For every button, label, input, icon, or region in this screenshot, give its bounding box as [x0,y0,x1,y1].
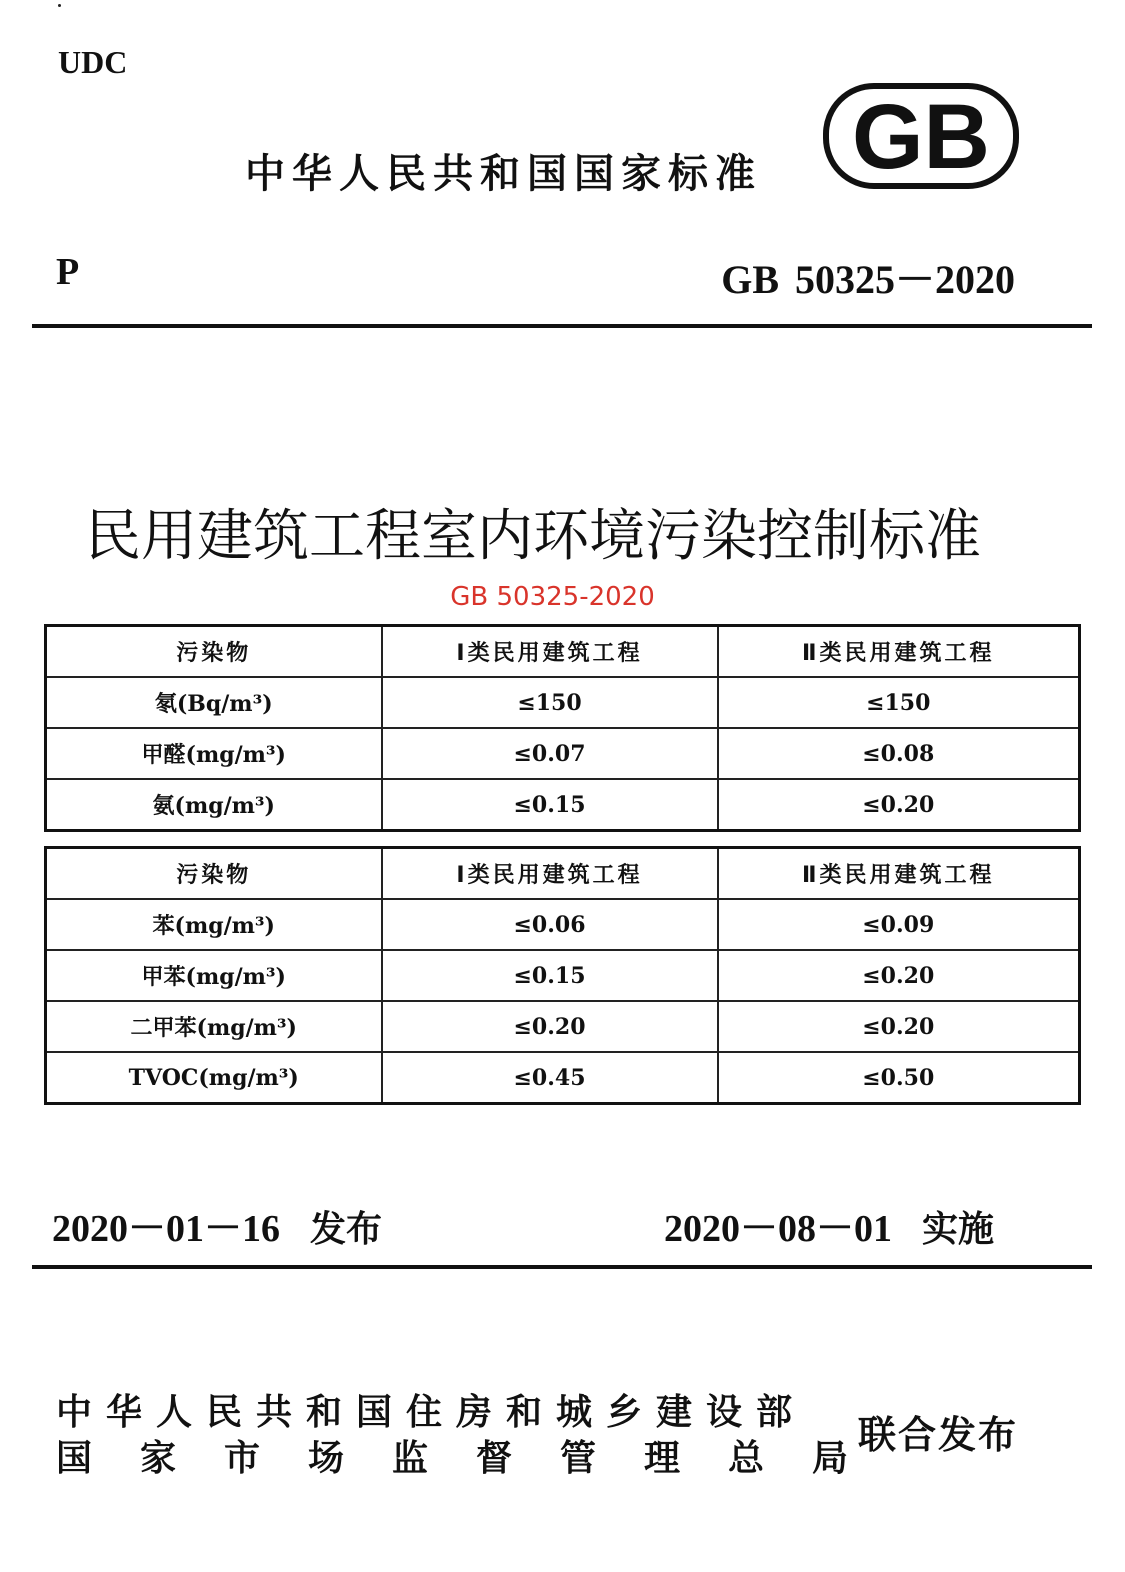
class-1-limit: ≤150 [382,677,718,728]
table-row [46,1052,1080,1104]
class-2-limit: ≤0.08 [718,728,1080,779]
implement-info [664,1197,994,1252]
pollutant-cell: 氡(Bq/m³) [46,677,382,728]
class-2-limit: ≤0.50 [718,1052,1080,1104]
class-2-limit: ≤0.20 [718,1001,1080,1052]
class-2-limit: ≤150 [718,677,1080,728]
class-2-limit: ≤0.20 [718,950,1080,1001]
gb-logo-text: GB [852,86,990,188]
header-class-2: Ⅱ类民用建筑工程 [718,626,1080,678]
pollutant-cell: 二甲苯(mg/m³) [46,1001,382,1052]
gb-logo [822,82,1020,190]
joint-release-label: 联合发布 [858,1413,1019,1457]
class-1-limit: ≤0.06 [382,899,718,950]
class-2-limit: ≤0.20 [718,779,1080,831]
header-class-2: Ⅱ类民用建筑工程 [718,848,1080,900]
table-row [46,950,1080,1001]
pollutant-cell: 氨(mg/m³) [46,779,382,831]
class-1-limit: ≤0.15 [382,779,718,831]
standard-number: GB 50325－2020 [721,257,1015,302]
table-row [46,677,1080,728]
class-1-limit: ≤0.20 [382,1001,718,1052]
speck [58,4,61,7]
title-code-note: GB 50325-2020 [450,582,655,612]
pollutant-cell: 苯(mg/m³) [46,899,382,950]
bottom-divider [32,1265,1092,1269]
release-label: 发布 [310,1209,383,1250]
table-row [46,1001,1080,1052]
pollutant-limits-table-1 [44,624,1081,832]
release-date: 2020－01－16 [52,1208,281,1250]
pollutant-cell: 甲醛(mg/m³) [46,728,382,779]
header-class-1: Ⅰ类民用建筑工程 [382,848,718,900]
header-class-1: Ⅰ类民用建筑工程 [382,626,718,678]
implement-date: 2020－08－01 [664,1208,893,1250]
pollutant-cell: TVOC(mg/m³) [46,1052,382,1104]
class-1-limit: ≤0.07 [382,728,718,779]
category-code: P [56,251,80,293]
pollutant-cell: 甲苯(mg/m³) [46,950,382,1001]
issuer-administration: 国家市场监督管理总局 [56,1438,897,1479]
header-pollutant: 污染物 [46,848,382,900]
class-2-limit: ≤0.09 [718,899,1080,950]
release-info [52,1197,382,1252]
table-row [46,899,1080,950]
table-header-row [46,848,1080,900]
class-1-limit: ≤0.45 [382,1052,718,1104]
class-1-limit: ≤0.15 [382,950,718,1001]
implement-label: 实施 [922,1209,995,1250]
top-divider [32,324,1092,328]
national-standard-heading: 中华人民共和国国家标准 [245,151,762,197]
table-header-row [46,626,1080,678]
table-row [46,728,1080,779]
document-title: 民用建筑工程室内环境污染控制标准 [85,504,981,569]
udc-label: UDC [58,44,128,80]
header-pollutant: 污染物 [46,626,382,678]
pollutant-limits-table-2 [44,846,1081,1105]
issuer-ministry: 中华人民共和国住房和城乡建设部 [56,1392,807,1433]
table-row [46,779,1080,831]
